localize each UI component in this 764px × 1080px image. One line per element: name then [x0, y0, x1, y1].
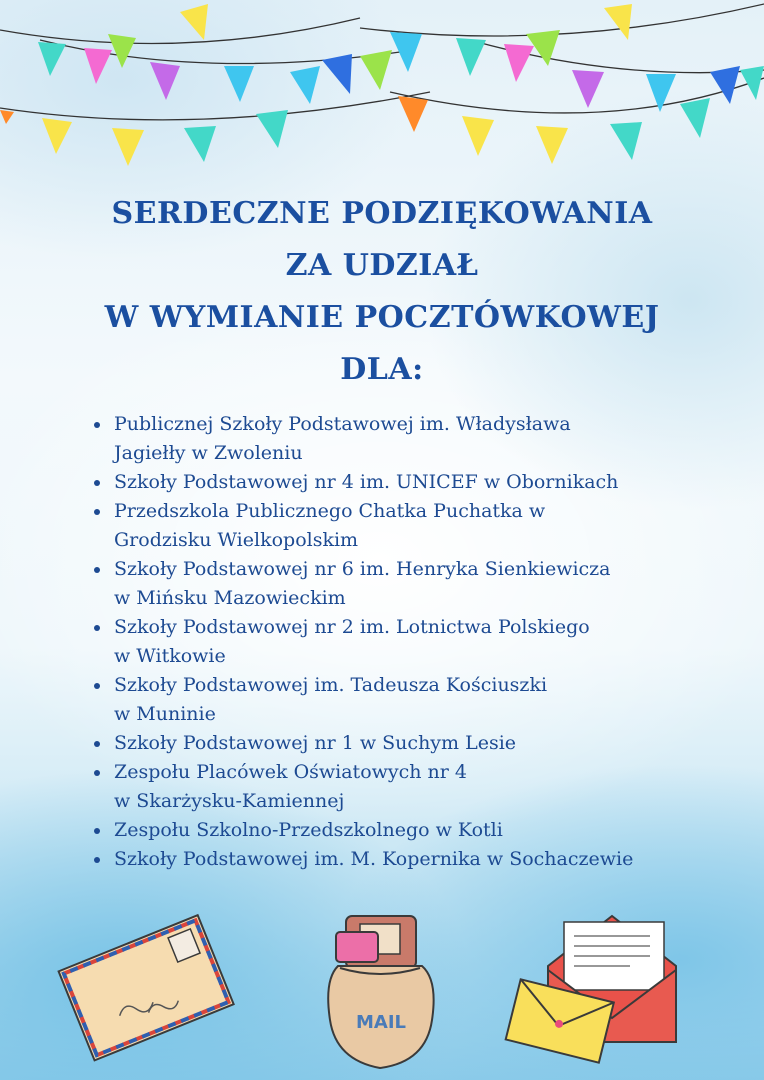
list-item [92, 555, 732, 613]
flag [680, 98, 710, 138]
flag [184, 126, 216, 162]
list-item [92, 671, 732, 729]
page-title [0, 188, 764, 396]
list-item [92, 613, 732, 671]
list-item-text: Szkoły Podstawowej im. M. Kopernika w Sochaczewie [114, 848, 634, 870]
flag [150, 62, 180, 100]
mail-bag-icon [316, 910, 446, 1080]
flag [504, 44, 534, 82]
mail-bag-label: MAIL [355, 1012, 407, 1033]
flag [710, 66, 740, 104]
flag [390, 32, 422, 72]
flag [42, 118, 72, 154]
list-item [92, 758, 732, 816]
flag [180, 4, 208, 40]
flag [256, 110, 288, 148]
list-item-text: Grodzisku Wielkopolskim [114, 529, 359, 551]
flag [572, 70, 604, 108]
title-line: ZA UDZIAŁ [285, 248, 479, 283]
flag [604, 4, 632, 40]
flag [740, 66, 764, 100]
list-item-text: Szkoły Podstawowej nr 1 w Suchym Lesie [114, 732, 517, 754]
flag [462, 116, 494, 156]
flag [84, 48, 112, 84]
flag [456, 38, 486, 76]
airmail-envelope-icon [50, 900, 240, 1070]
list-item [92, 845, 732, 874]
school-list [92, 410, 732, 874]
flag [108, 34, 136, 68]
flag [290, 66, 320, 104]
flag [536, 126, 568, 164]
list-item-text: Zespołu Szkolno-Przedszkolnego w Kotli [114, 819, 503, 841]
list-item-text: w Mińsku Mazowieckim [114, 587, 346, 609]
list-item-text: w Witkowie [114, 645, 226, 667]
title-line: SERDECZNE PODZIĘKOWANIA [111, 196, 653, 231]
list-item-text: Szkoły Podstawowej nr 2 im. Lotnictwa Polskiego [114, 616, 590, 638]
list-item-text: Jagiełły w Zwoleniu [114, 442, 303, 464]
list-item-text: w Skarżysku-Kamiennej [114, 790, 345, 812]
flag [322, 54, 352, 94]
title-line: W WYMIANIE POCZTÓWKOWEJ [104, 300, 660, 335]
flag [0, 110, 14, 124]
envelopes-with-letter-icon [500, 910, 690, 1070]
list-item [92, 729, 732, 758]
list-item-text: Szkoły Podstawowej im. Tadeusza Kościuszki [114, 674, 548, 696]
list-item-text: Zespołu Placówek Oświatowych nr 4 [114, 761, 467, 783]
flag [610, 122, 642, 160]
list-item-text: Szkoły Podstawowej nr 4 im. UNICEF w Obornikach [114, 471, 619, 493]
list-item [92, 468, 732, 497]
title-line: DLA: [340, 352, 424, 387]
list-item-text: Przedszkola Publicznego Chatka Puchatka w [114, 500, 546, 522]
flag [38, 42, 66, 76]
flag [224, 66, 254, 102]
list-item [92, 410, 732, 468]
flag [398, 96, 428, 132]
list-item-text: Szkoły Podstawowej nr 6 im. Henryka Sienkiewicza [114, 558, 611, 580]
bunting-garland [0, 0, 764, 180]
list-item-text: w Muninie [114, 703, 216, 725]
list-item [92, 497, 732, 555]
flag [112, 128, 144, 166]
list-item [92, 816, 732, 845]
flag [646, 74, 676, 112]
list-item-text: Publicznej Szkoły Podstawowej im. Władysława [114, 413, 571, 435]
flag [360, 50, 392, 90]
